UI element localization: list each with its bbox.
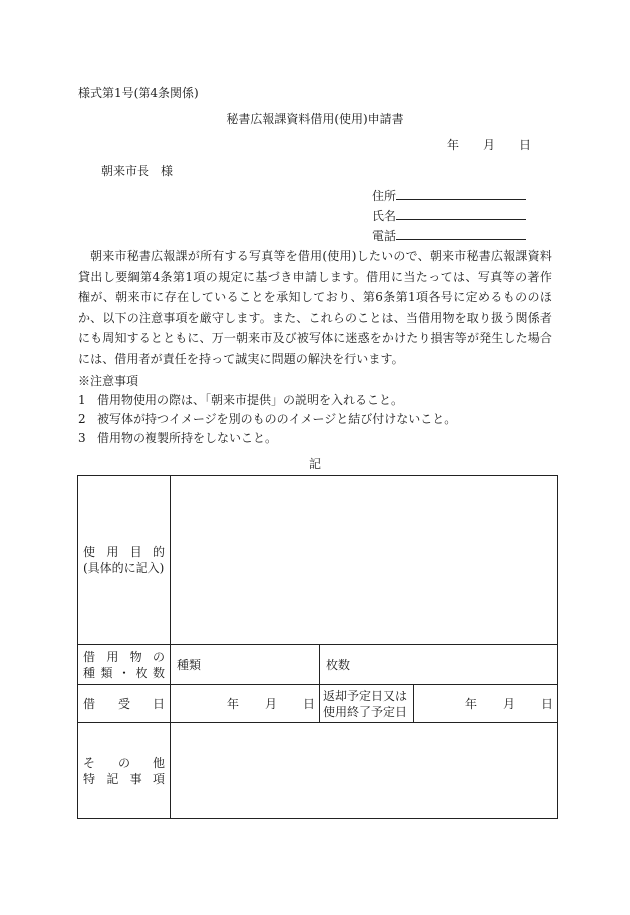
address-field[interactable] (372, 187, 526, 204)
ki-heading: 記 (308, 457, 321, 471)
document-title: 秘書広報課資料借用(使用)申請書 (226, 112, 404, 126)
note-text: 借用物の複製所持をしないこと。 (97, 431, 278, 445)
phone-label: 電話 (372, 229, 397, 243)
borrow-day: 日 (302, 697, 315, 711)
date-row (78, 685, 558, 723)
return-label-cell (320, 685, 414, 723)
kind-input[interactable] (171, 645, 320, 685)
return-year: 年 (464, 697, 477, 711)
other-input[interactable] (171, 723, 558, 819)
item-label-cell (78, 645, 171, 685)
phone-field[interactable] (372, 227, 526, 244)
note-number: 2 (78, 412, 86, 426)
borrow-year: 年 (226, 697, 239, 711)
body-paragraph: 朝来市秘書広報課が所有する写真等を借用(使用)したいので、朝来市秘書広報課資料貸出し要綱第4条第1項の規定に基づき申請します。借用に当たっては、写真等の著作権が、朝来市に存在していることを承知しており、第6条第1項各号に定めるもののほか、以下の注意事項を厳守します。また、これらのことは、当借用物を取り扱う関係者にも周知するとともに、万一朝来市及び被写体に迷惑をかけたり損害等が発生した場合には、借用者が責任を持って誠実に問題の解決を行います。 (78, 249, 552, 366)
borrow-date-input[interactable] (171, 685, 320, 723)
other-row (78, 723, 558, 819)
name-label: 氏名 (372, 209, 397, 223)
note-item (78, 391, 403, 408)
item-label: 借用物の (83, 649, 165, 664)
note-item (78, 410, 456, 427)
return-month: 月 (502, 697, 515, 711)
note-number: 3 (78, 431, 86, 445)
return-day: 日 (541, 697, 554, 711)
purpose-row (78, 476, 558, 645)
other-sublabel: 特記事項 (83, 771, 165, 786)
item-sublabel: 種類・枚数 (83, 665, 165, 680)
purpose-sublabel: (具体的に記入) (83, 561, 165, 575)
note-text: 借用物使用の際は、「朝来市提供」の説明を入れること。 (97, 393, 404, 407)
notes-heading: ※注意事項 (78, 374, 139, 388)
address-line[interactable] (396, 187, 526, 200)
name-line[interactable] (396, 207, 526, 220)
date-day: 日 (519, 138, 532, 152)
note-text: 被写体が持つイメージを別のもののイメージと結び付けないこと。 (97, 412, 457, 426)
details-table (77, 475, 558, 819)
application-date (447, 136, 531, 153)
note-number: 1 (78, 393, 86, 407)
date-year: 年 (447, 138, 460, 152)
borrow-label: 借受日 (78, 685, 171, 723)
borrow-month: 月 (264, 697, 277, 711)
note-item (78, 429, 277, 446)
return-sublabel: 使用終了予定日 (323, 704, 408, 719)
form-number: 様式第1号(第4条関係) (78, 86, 199, 100)
date-month: 月 (483, 138, 496, 152)
purpose-label-cell (78, 476, 171, 645)
return-label: 返却予定日又は (323, 688, 408, 703)
purpose-input[interactable] (171, 476, 558, 645)
count-label: 枚数 (326, 658, 351, 672)
count-input[interactable] (320, 645, 558, 685)
name-field[interactable] (372, 207, 526, 224)
other-label: その他 (83, 755, 165, 770)
return-date-input[interactable] (414, 685, 558, 723)
other-label-cell (78, 723, 171, 819)
addressee: 朝来市長 様 (101, 164, 174, 178)
item-row (78, 645, 558, 685)
kind-label: 種類 (177, 658, 202, 672)
address-label: 住所 (372, 189, 397, 203)
purpose-label: 使用目的 (83, 545, 165, 559)
phone-line[interactable] (396, 227, 526, 240)
